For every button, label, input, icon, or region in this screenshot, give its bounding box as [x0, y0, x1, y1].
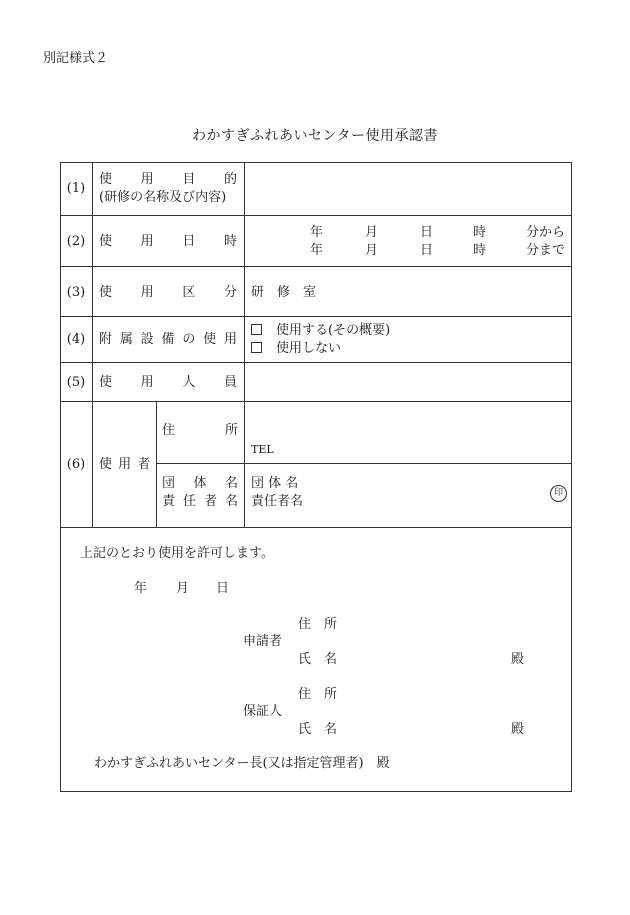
row-divider [60, 362, 572, 363]
purpose-sublabel: (研修の名称及び内容) [99, 190, 227, 205]
usage-category-value: 研 修 室 [251, 285, 317, 300]
document-title: わかすぎふれあいセンター使用承認書 [192, 128, 438, 144]
usage-category-label: 使 用 区 分 [99, 285, 237, 300]
option-not-use-label: 使用しない [276, 341, 342, 356]
row-number: (2) [66, 234, 86, 249]
time-from-suffix: 分から [526, 225, 566, 240]
row-divider [60, 316, 572, 317]
date-unit-day: 日 [420, 243, 434, 258]
address-label: 住 所 [162, 423, 238, 438]
checkbox-not-use[interactable] [251, 342, 262, 353]
approval-date-month: 月 [176, 581, 190, 596]
row-number: (4) [66, 332, 86, 347]
option-not-use[interactable] [251, 341, 341, 357]
date-unit-month: 月 [365, 225, 379, 240]
guarantor-name-label: 氏 名 [298, 722, 338, 737]
guarantor-honorific: 殿 [511, 722, 525, 737]
column-divider [92, 162, 93, 527]
time-to-suffix: 分まで [526, 243, 566, 258]
row-divider [60, 215, 572, 216]
row-number: (3) [66, 285, 86, 300]
row-number: (1) [66, 181, 86, 196]
date-unit-year: 年 [310, 243, 324, 258]
usage-datetime-label: 使 用 日 時 [99, 234, 237, 249]
applicant-honorific: 殿 [511, 652, 525, 667]
option-use[interactable] [251, 323, 390, 339]
date-unit-hour: 時 [473, 243, 487, 258]
row-divider [60, 527, 572, 528]
applicant-address-label: 住 所 [298, 617, 338, 632]
group-name-value: 団 体 名 [251, 476, 299, 491]
date-unit-year: 年 [310, 225, 324, 240]
applicant-name-label: 氏 名 [298, 652, 338, 667]
row-divider [60, 266, 572, 267]
addressee: わかすぎふれあいセンター長(又は指定管理者) 殿 [94, 756, 390, 771]
approval-statement: 上記のとおり使用を許可します。 [80, 546, 274, 561]
form-label: 別記様式２ [43, 51, 109, 66]
date-unit-hour: 時 [473, 225, 487, 240]
attendees-label: 使 用 人 員 [99, 375, 237, 390]
approval-date-day: 日 [216, 581, 230, 596]
representative-label: 責 任 者 名 [162, 494, 238, 509]
row-divider [156, 463, 572, 464]
column-divider [244, 162, 245, 527]
guarantor-address-label: 住 所 [298, 687, 338, 702]
purpose-label: 使 用 目 的 [99, 172, 237, 187]
purpose-field[interactable] [246, 165, 568, 211]
attendees-field[interactable] [246, 365, 568, 399]
row-number: (6) [66, 457, 86, 472]
applicant-role: 申請者 [243, 634, 283, 649]
tel-label: TEL [251, 443, 274, 456]
option-use-label: 使用する(その概要) [276, 323, 391, 338]
seal-mark: 印 [550, 485, 567, 502]
checkbox-use[interactable] [251, 324, 262, 335]
group-name-label: 団 体 名 [162, 476, 238, 491]
representative-value: 責任者名 [251, 494, 304, 509]
row-divider [60, 401, 572, 402]
user-label: 使 用 者 [99, 457, 152, 472]
date-unit-day: 日 [420, 225, 434, 240]
date-unit-month: 月 [365, 243, 379, 258]
approval-date-year: 年 [134, 581, 148, 596]
row-number: (5) [66, 375, 86, 390]
guarantor-role: 保証人 [243, 704, 283, 719]
column-divider [156, 401, 157, 527]
equipment-use-label: 附 属 設 備 の 使 用 [99, 332, 237, 347]
